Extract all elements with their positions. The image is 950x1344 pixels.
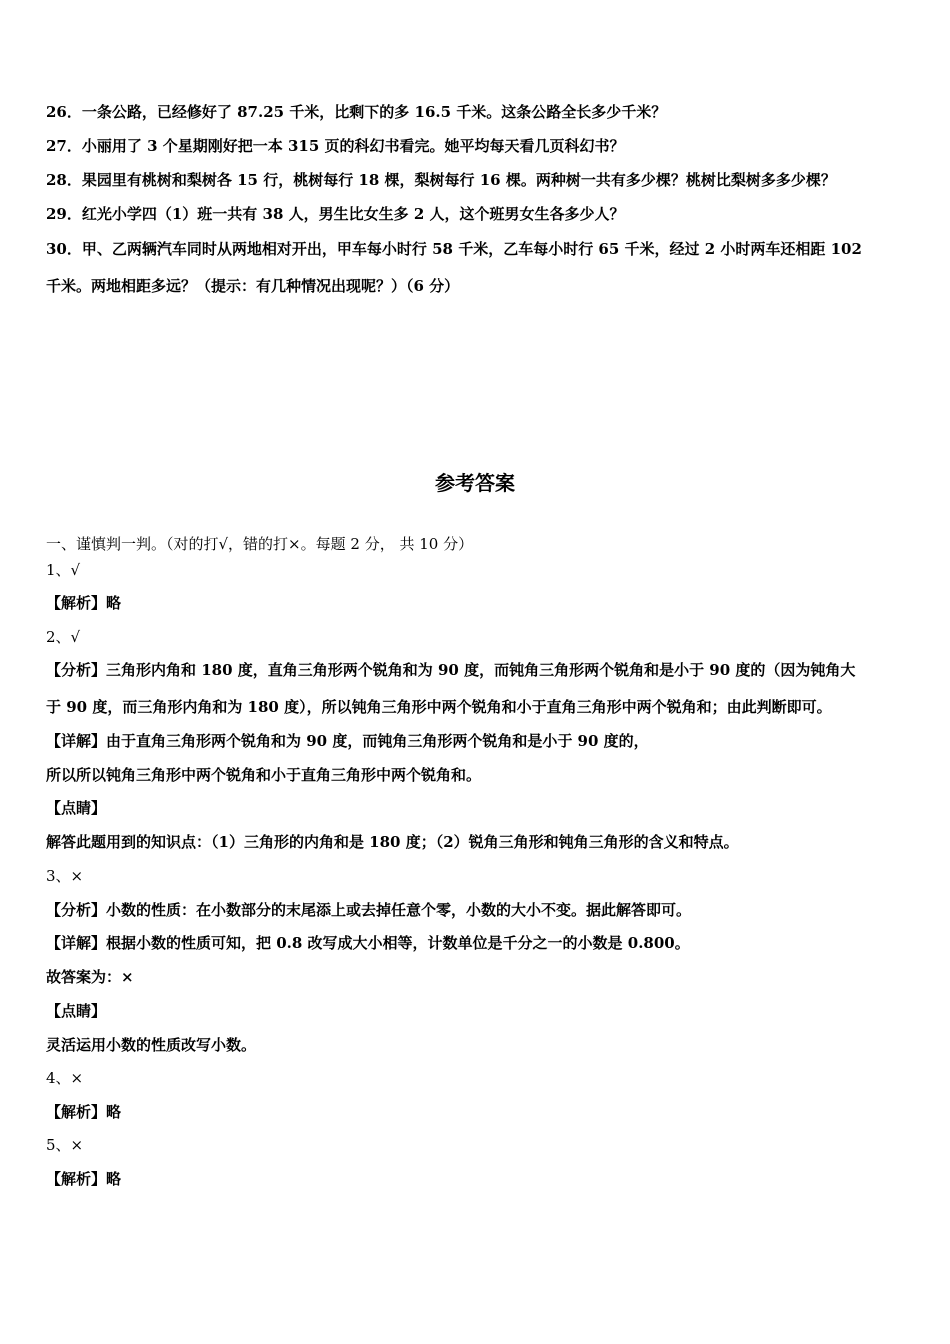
answer-5: 5、×: [46, 1136, 84, 1154]
question-30-continued: 千米。两地相距多远？（提示：有几种情况出现呢？）（6 分）: [46, 277, 460, 295]
answer-4: 4、×: [46, 1069, 84, 1087]
answer-2-key-point: 解答此题用到的知识点：（1）三角形的内角和是 180 度；（2）锐角三角形和钝角三角形的含义和特点。: [46, 833, 739, 851]
answer-3-analysis: 【分析】小数的性质：在小数部分的末尾添上或去掉任意个零，小数的大小不变。据此解答即可。: [46, 901, 692, 919]
answer-4-analysis: 【解析】略: [46, 1103, 122, 1121]
answer-3: 3、×: [46, 867, 84, 885]
answer-2-detail-line1: 【详解】由于直角三角形两个锐角和为 90 度，而钝角三角形两个锐角和是小于 90 度的，: [46, 732, 649, 750]
answer-2-analysis-line1: 【分析】三角形内角和 180 度，直角三角形两个锐角和为 90 度，而钝角三角形两个锐角和是小于 90 度的（因为钝角大: [46, 661, 856, 679]
answer-3-key-point-label: 【点睛】: [46, 1002, 107, 1020]
question-29: 29．红光小学四（1）班一共有 38 人，男生比女生多 2 人，这个班男女生各多少人？: [46, 205, 625, 223]
answer-2-detail-line2: 所以所以钝角三角形中两个锐角和小于直角三角形中两个锐角和。: [46, 766, 482, 784]
answer-3-conclusion: 故答案为：×: [46, 968, 134, 986]
section-header: 一、谨慎判一判。（对的打√，错的打×。每题 2 分， 共 10 分）: [46, 535, 474, 553]
answer-3-key-point: 灵活运用小数的性质改写小数。: [46, 1036, 257, 1054]
answer-3-detail: 【详解】根据小数的性质可知，把 0.8 改写成大小相等，计数单位是千分之一的小数是 0.800。: [46, 934, 690, 952]
answer-title: 参考答案: [435, 471, 515, 495]
answer-2-analysis-line2: 于 90 度，而三角形内角和为 180 度），所以钝角三角形中两个锐角和小于直角三角形中两个锐角和；由此判断即可。: [46, 698, 832, 716]
answer-2: 2、√: [46, 628, 81, 646]
answer-1-analysis: 【解析】略: [46, 594, 122, 612]
answer-1: 1、√: [46, 561, 81, 579]
question-26: 26．一条公路，已经修好了 87.25 千米，比剩下的多 16.5 千米。这条公路全长多少千米？: [46, 103, 667, 121]
question-28: 28．果园里有桃树和梨树各 15 行，桃树每行 18 棵，梨树每行 16 棵。两种树一共有多少棵？桃树比梨树多多少棵？: [46, 171, 836, 189]
question-27: 27．小丽用了 3 个星期刚好把一本 315 页的科幻书看完。她平均每天看几页科幻书？: [46, 137, 625, 155]
answer-2-key-point-label: 【点睛】: [46, 799, 107, 817]
question-30: 30．甲、乙两辆汽车同时从两地相对开出，甲车每小时行 58 千米，乙车每小时行 65 千米，经过 2 小时两车还相距 102: [46, 240, 862, 258]
answer-5-analysis: 【解析】略: [46, 1170, 122, 1188]
